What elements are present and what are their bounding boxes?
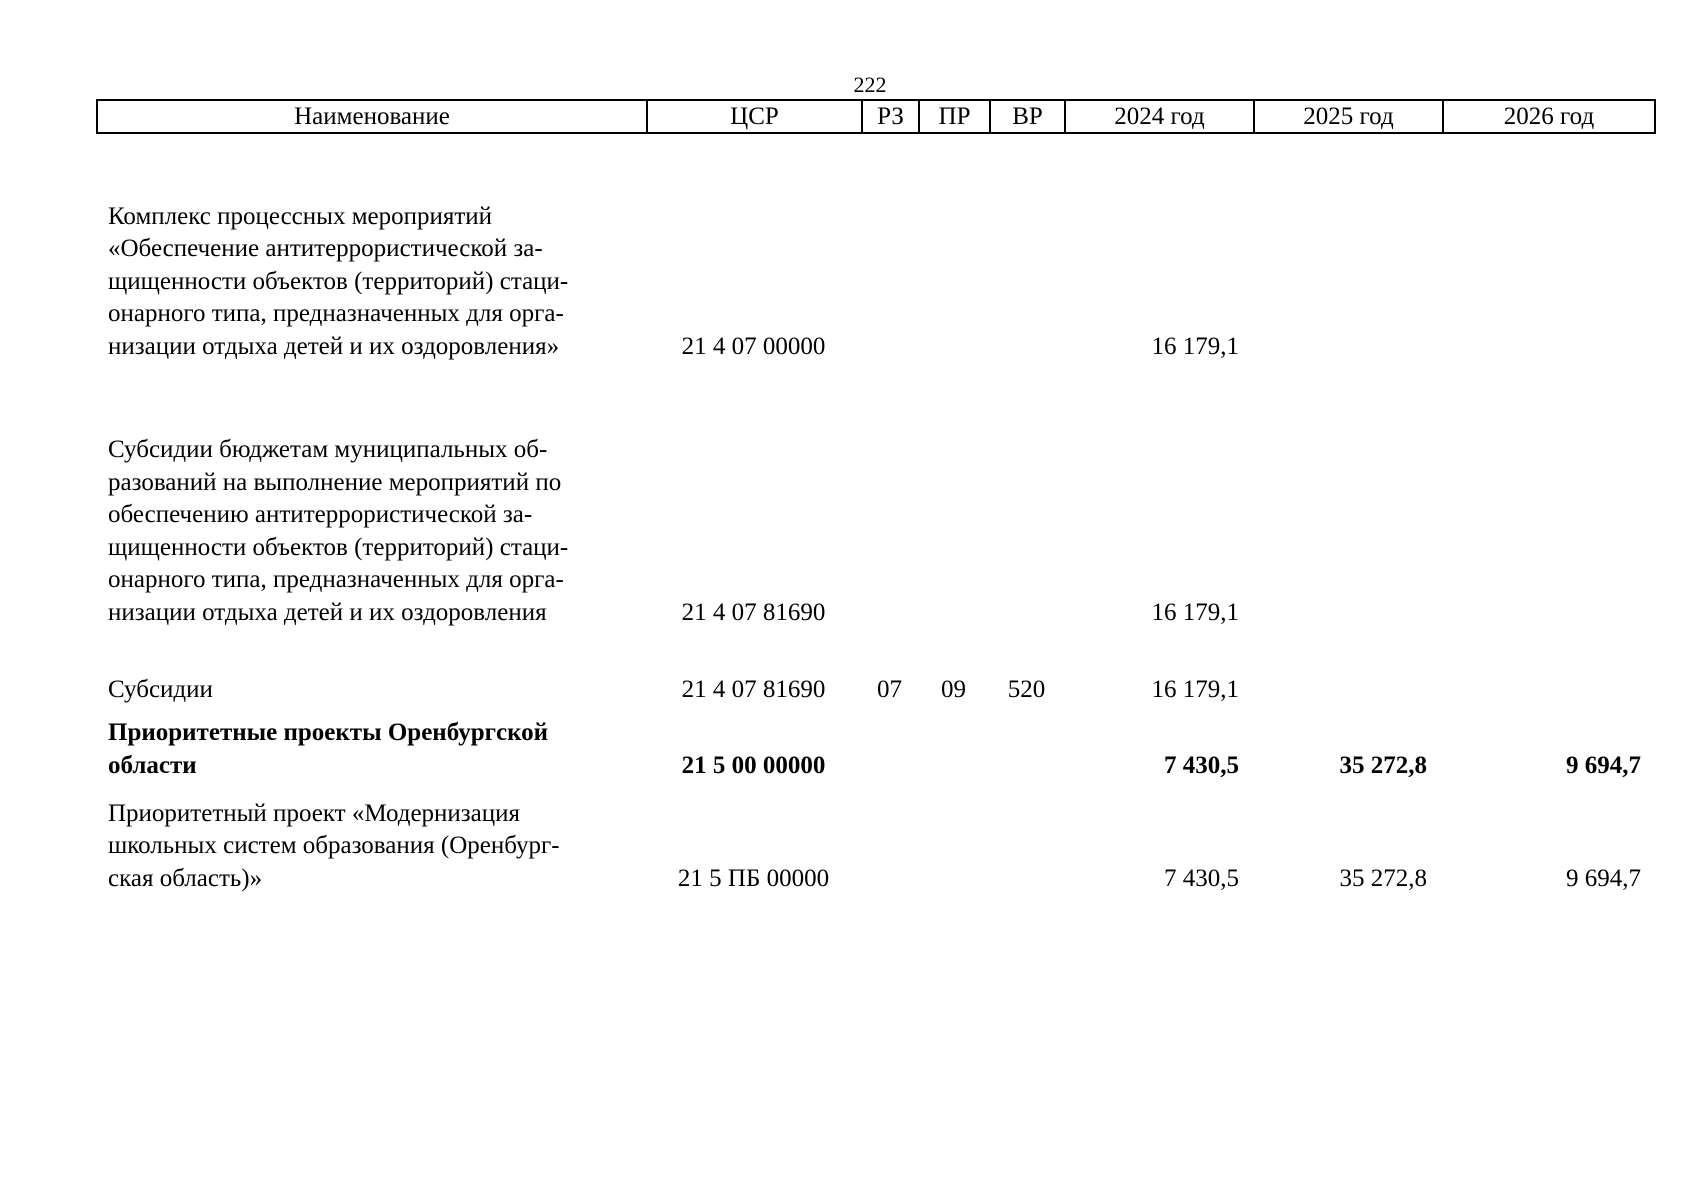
column-header-pr: ПР: [919, 100, 990, 133]
table-row: [0, 434, 1697, 629]
row-value-2025: 35 272,8: [1339, 864, 1427, 892]
table-header: [96, 99, 1656, 134]
row-value-2024: 16 179,1: [1151, 675, 1239, 703]
row-value-2026: 9 694,7: [1566, 751, 1641, 779]
table-row: [0, 717, 1697, 782]
column-header-csr: ЦСР: [647, 100, 862, 133]
row-name: Комплекс процессных мероприятий «Обеспечение антитеррористической за- щищенности объектов (территорий) стаци- онарного типа, предназначенных для орга- низации отдыха детей и их оздоровления»: [108, 202, 569, 360]
row-pr: 09: [941, 675, 966, 703]
row-csr: 21 4 07 81690: [681, 675, 826, 703]
table-row: [0, 200, 1697, 363]
row-csr: 21 5 ПБ 00000: [677, 864, 830, 892]
row-vr: 520: [1007, 675, 1046, 703]
row-csr: 21 4 07 81690: [681, 598, 826, 626]
row-name: Приоритетные проекты Оренбургской области: [108, 719, 549, 779]
column-header-2025: 2025 год: [1254, 100, 1443, 133]
row-value-2026: 9 694,7: [1566, 864, 1641, 892]
row-name: Приоритетный проект «Модернизация школьных систем образования (Оренбург- ская область)»: [108, 799, 560, 892]
row-value-2025: 35 272,8: [1339, 751, 1427, 779]
column-header-2024: 2024 год: [1065, 100, 1254, 133]
table-row: [0, 673, 1697, 706]
row-rz: 07: [877, 675, 902, 703]
row-name: Субсидии: [108, 675, 213, 703]
row-value-2024: 16 179,1: [1151, 598, 1239, 626]
column-header-vr: ВР: [990, 100, 1065, 133]
row-value-2024: 7 430,5: [1164, 864, 1239, 892]
row-csr: 21 5 00 00000: [681, 751, 826, 779]
row-value-2024: 16 179,1: [1151, 332, 1239, 360]
page-number: 222: [853, 72, 887, 97]
column-header-2026: 2026 год: [1443, 100, 1655, 133]
row-name: Субсидии бюджетам муниципальных об- разований на выполнение мероприятий по обеспечению антитеррористической за- щищенности объектов (территорий) стаци- онарного типа, предназначенных для орга- низации отдыха детей и их оздоровления: [108, 436, 569, 626]
column-header-name: Наименование: [97, 100, 647, 133]
column-header-rz: РЗ: [862, 100, 919, 133]
row-value-2024: 7 430,5: [1164, 751, 1239, 779]
table-row: [0, 797, 1697, 895]
row-csr: 21 4 07 00000: [681, 332, 826, 360]
